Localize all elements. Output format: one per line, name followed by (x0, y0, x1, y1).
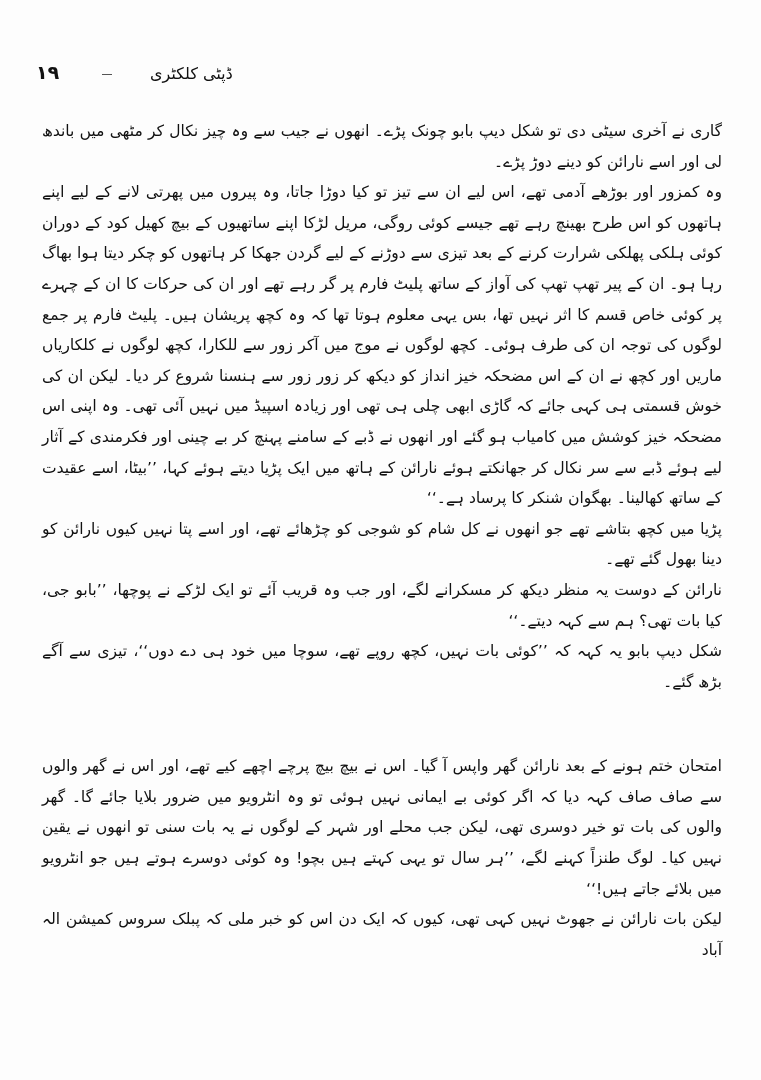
header-ornament (102, 74, 112, 75)
body-text (42, 116, 722, 965)
paragraph: امتحان ختم ہونے کے بعد نارائن گھر واپس آ گیا۔ اس نے بیچ بیچ پرچے اچھے کیے تھے، اور اس نے گھر والوں سے صاف صاف کہہ دیا کہ اگر کوئی بے ایمانی نہیں ہوئی تو وہ انٹرویو میں ضرور بلایا جائے گا۔ گھر والوں کی بات تو خیر دوسری تھی، لیکن جب محلے اور شہر کے لوگوں نے یہ بات سنی تو انھوں نے یقین نہیں کیا۔ لوگ طنزاً کہنے لگے، ’’ہر سال تو یہی کہتے ہیں بچو! وہ کوئی دوسرے ہوتے ہیں جو انٹرویو میں بلائے جاتے ہیں!‘‘ (42, 757, 722, 898)
paragraph: پڑیا میں کچھ بتاشے تھے جو انھوں نے کل شام کو شوجی کو چڑھائے تھے، اور اسے پتا نہیں کیوں نارائن کو دینا بھول گئے تھے۔ (42, 519, 722, 569)
running-title: ڈپٹی کلکٹری (150, 64, 233, 83)
paragraph: شکل دیپ بابو یہ کہہ کہ ’’کوئی بات نہیں، کچھ روپے تھے، سوچا میں خود ہی دے دوں‘‘، تیزی سے آگے بڑھ گئے۔ (42, 642, 722, 691)
paragraph: وہ کمزور اور بوڑھے آدمی تھے، اس لیے ان سے تیز تو کیا دوڑا جاتا، وہ پیروں میں پھرتی لانے کے لیے اپنے ہاتھوں کو اس طرح بھینچ رہے تھے جیسے کوئی روگی، مریل لڑکا اپنے ساتھیوں کے بیچ کھیل کود کے دوران کوئی ہلکی پھلکی شرارت کرنے کے بعد تیزی سے دوڑنے کے لیے گردن جھکا کر ہاتھوں کو چکر دیتا ہوا بھاگ رہا ہو۔ ان کے پیر تھپ تھپ کی آواز کے ساتھ پلیٹ فارم پر گر رہے تھے اور ان کی حرکات کا ان کے چہرے پر کوئی خاص قسم کا اثر نہیں تھا، بس یہی معلوم ہوتا تھا کہ وہ کچھ پریشان ہیں۔ پلیٹ فارم پر جمع لوگوں کی توجہ ان کی طرف ہوئی۔ کچھ لوگوں نے موج میں آکر زور سے للکارا، کچھ لوگوں نے کلکاریاں ماریں اور کچھ نے ان کے اس مضحکہ خیز انداز کو دیکھ کر زور زور سے ہنسنا شروع کر دیا۔ لیکن ان کی خوش قسمتی ہی کہی جائے کہ گاڑی ابھی چلی ہی تھی اور زیادہ اسپیڈ میں نہیں آئی تھی۔ وہ اپنی اس مضحکہ خیز کوشش میں کامیاب ہو گئے اور انھوں نے ڈبے کے سامنے پہنچ کر بے چینی اور فکرمندی کے آثار لیے ہوئے ڈبے سے سر نکال کر جھانکتے ہوئے نارائن کے ہاتھ میں ایک پڑیا دیتے ہوئے کہا، ’’بیٹا، اسے عقیدت کے ساتھ کھالینا۔ بھگوان شنکر کا پرساد ہے۔‘‘ (42, 183, 722, 508)
paragraph: گاری نے آخری سیٹی دی تو شکل دیپ بابو چونک پڑے۔ انھوں نے جیب سے وہ چیز نکال کر مٹھی میں باندھ لی اور اسے نارائن کو دینے دوڑ پڑے۔ (42, 122, 722, 171)
page-header (30, 62, 731, 92)
paragraph: نارائن کے دوست یہ منظر دیکھ کر مسکرانے لگے، اور جب وہ قریب آئے تو ایک لڑکے نے پوچھا، ’’بابو جی، کیا بات تھی؟ ہم سے کہہ دیتے۔‘‘ (42, 580, 722, 630)
page-number: ١٩ (36, 62, 60, 84)
section-break (42, 697, 722, 751)
paragraph: لیکن بات نارائن نے جھوٹ نہیں کہی تھی، کیوں کہ ایک دن اس کو خبر ملی کہ پبلک سروس کمیشن الہ آباد (42, 910, 722, 959)
